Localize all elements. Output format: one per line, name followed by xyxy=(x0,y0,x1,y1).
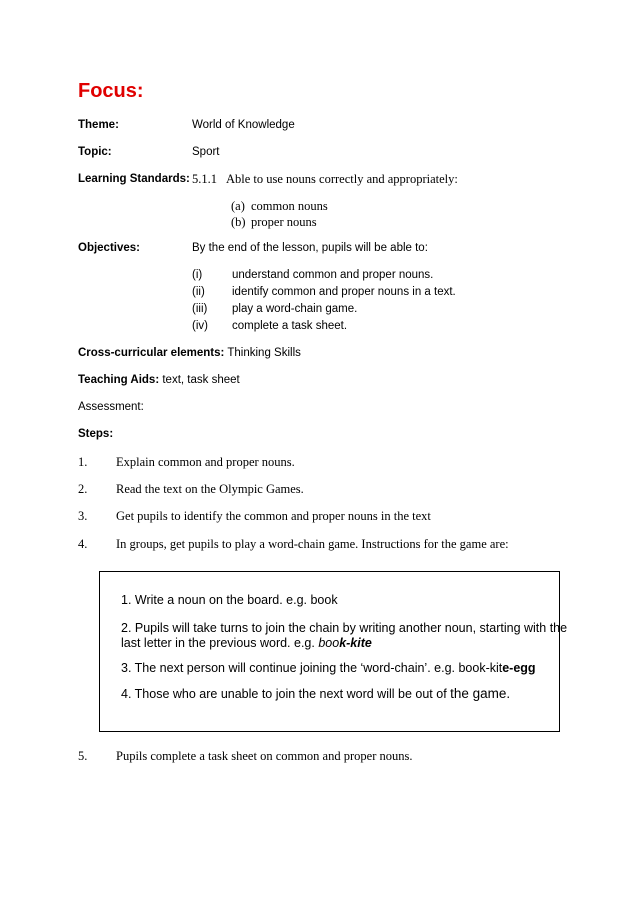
objective-marker-4: (iv) xyxy=(192,320,208,332)
step-text-1: Explain common and proper nouns. xyxy=(116,455,295,469)
step-text-3: Get pupils to identify the common and proper nouns in the text xyxy=(116,509,431,523)
teaching-aids-value: text, task sheet xyxy=(162,374,240,386)
instruction-1: 1. Write a noun on the board. e.g. book xyxy=(121,593,338,607)
objective-item-1: understand common and proper nouns. xyxy=(232,269,434,281)
standard-item-marker-b: (b) xyxy=(231,215,246,229)
objective-item-3: play a word-chain game. xyxy=(232,303,358,315)
assessment-label: Assessment: xyxy=(78,401,144,413)
teaching-aids-label: Teaching Aids: xyxy=(78,374,160,386)
cross-curricular-line xyxy=(78,347,301,359)
step-number-1: 1. xyxy=(78,455,88,469)
objective-marker-1: (i) xyxy=(192,269,203,281)
instruction-2-example-bold: k-kite xyxy=(339,636,372,650)
instruction-2-example-italic: boo xyxy=(318,636,340,650)
objectives-label: Objectives: xyxy=(78,242,140,254)
cross-curricular-value: Thinking Skills xyxy=(227,347,301,359)
standard-item-marker-a: (a) xyxy=(231,199,245,213)
objective-item-2: identify common and proper nouns in a text. xyxy=(232,286,456,298)
instruction-2-line-2 xyxy=(121,635,372,651)
instruction-3-example-bold: e-egg xyxy=(502,661,536,675)
theme-label: Theme: xyxy=(78,119,119,131)
learning-standards-code: 5.1.1 xyxy=(192,172,217,186)
objectives-intro: By the end of the lesson, pupils will be able to: xyxy=(192,242,428,254)
step-text-4: In groups, get pupils to play a word-chain game. Instructions for the game are: xyxy=(116,537,509,551)
step-text-2: Read the text on the Olympic Games. xyxy=(116,482,304,496)
learning-standards-label: Learning Standards: xyxy=(78,173,190,185)
step-number-4: 4. xyxy=(78,537,88,551)
game-instructions-box xyxy=(99,571,568,732)
theme-value: World of Knowledge xyxy=(192,119,295,131)
step-number-5: 5. xyxy=(78,749,88,763)
cross-curricular-label: Cross-curricular elements: xyxy=(78,347,225,359)
standard-item-a: common nouns xyxy=(251,199,328,213)
objective-marker-2: (ii) xyxy=(192,286,205,298)
learning-standards-text: Able to use nouns correctly and appropriately: xyxy=(226,172,458,186)
page-title: Focus: xyxy=(78,80,144,102)
step-number-3: 3. xyxy=(78,509,88,523)
instruction-3-prefix: 3. The next person will continue joining the ‘word-chain’. e.g. book-kit xyxy=(121,661,503,675)
instruction-2-line-1: 2. Pupils will take turns to join the chain by writing another noun, starting with the xyxy=(121,621,568,635)
objective-marker-3: (iii) xyxy=(192,303,208,315)
instruction-4 xyxy=(121,686,510,702)
instruction-2-prefix: last letter in the previous word. e.g. xyxy=(121,636,319,650)
step-number-2: 2. xyxy=(78,482,88,496)
teaching-aids-line xyxy=(78,374,240,386)
step-text-5: Pupils complete a task sheet on common and proper nouns. xyxy=(116,749,413,763)
instruction-4-suffix: the game. xyxy=(450,686,511,701)
topic-label: Topic: xyxy=(78,146,112,158)
objective-item-4: complete a task sheet. xyxy=(232,320,348,332)
instruction-4-prefix: 4. Those who are unable to join the next word will be out of xyxy=(121,687,451,701)
standard-item-b: proper nouns xyxy=(251,215,317,229)
instruction-3 xyxy=(121,660,536,676)
topic-value: Sport xyxy=(192,146,220,158)
steps-label: Steps: xyxy=(78,428,114,440)
